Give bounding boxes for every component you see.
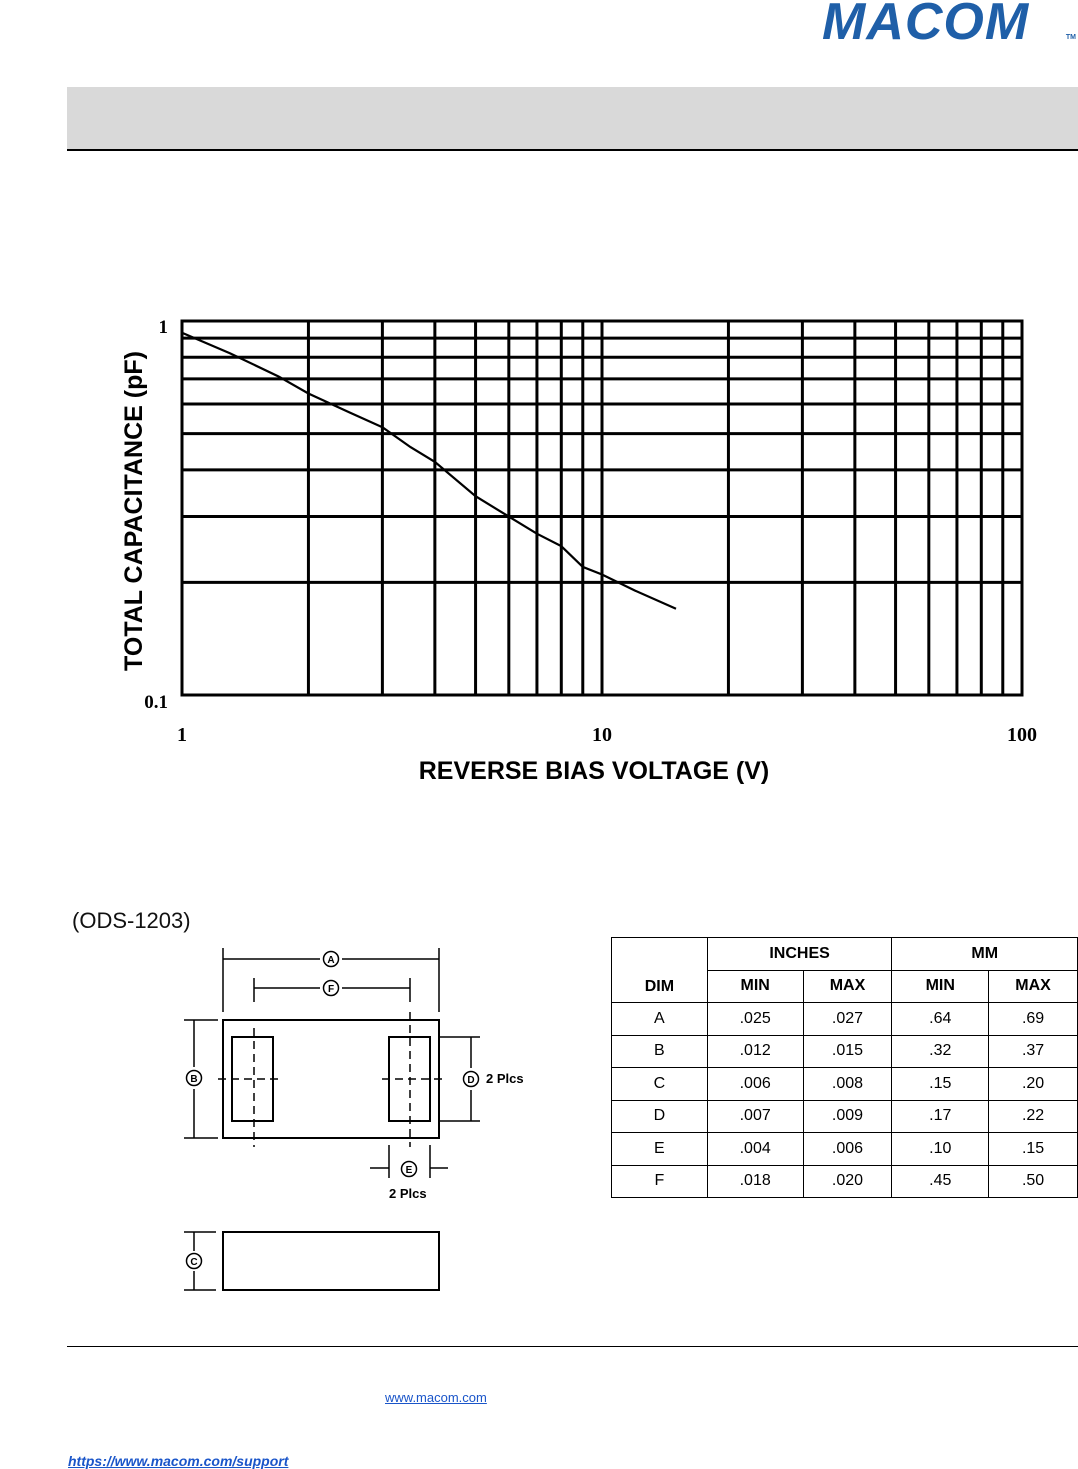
website-link[interactable]: www.macom.com	[385, 1390, 487, 1405]
table-cell-mm-min: .64	[892, 1003, 989, 1036]
table-cell-mm-min: .45	[892, 1165, 989, 1198]
table-row	[612, 1100, 1078, 1133]
dim-label-c: C	[190, 1257, 198, 1268]
table-cell-in-min: .007	[707, 1100, 803, 1133]
dim-label-f: F	[327, 984, 335, 995]
table-cell-mm-max: .20	[989, 1068, 1078, 1101]
table-cell-mm-max: .22	[989, 1100, 1078, 1133]
table-cell-mm-min: .15	[892, 1068, 989, 1101]
table-header-mm-min: MIN	[892, 970, 989, 1003]
table-cell-mm-min: .32	[892, 1035, 989, 1068]
support-link[interactable]: https://www.macom.com/support	[68, 1453, 289, 1469]
table-row	[612, 1068, 1078, 1101]
table-row	[612, 1165, 1078, 1198]
table-header-mm-max: MAX	[989, 970, 1078, 1003]
x-tick-label-100: 100	[1007, 724, 1037, 746]
table-cell-in-max: .015	[803, 1035, 892, 1068]
footer-divider	[67, 1346, 1078, 1347]
table-cell-mm-max: .50	[989, 1165, 1078, 1198]
table-cell-mm-max: .37	[989, 1035, 1078, 1068]
table-cell-dim: C	[612, 1068, 708, 1101]
two-places-note-e: 2 Plcs	[389, 1186, 427, 1201]
table-cell-in-min: .025	[707, 1003, 803, 1036]
table-cell-in-max: .027	[803, 1003, 892, 1036]
table-cell-dim: A	[612, 1003, 708, 1036]
package-outline-drawing	[170, 940, 550, 1300]
dim-label-b: B	[190, 1074, 198, 1085]
table-cell-dim: B	[612, 1035, 708, 1068]
table-cell-in-min: .012	[707, 1035, 803, 1068]
table-cell-dim: D	[612, 1100, 708, 1133]
logo-text: MACOM	[822, 0, 1030, 51]
table-cell-in-max: .009	[803, 1100, 892, 1133]
table-row	[612, 1133, 1078, 1166]
dim-label-e: E	[405, 1165, 413, 1176]
table-cell-mm-min: .17	[892, 1100, 989, 1133]
table-header-inches: INCHES	[707, 938, 892, 971]
y-tick-label-1: 1	[158, 317, 168, 338]
table-cell-dim: F	[612, 1165, 708, 1198]
table-cell-mm-max: .15	[989, 1133, 1078, 1166]
logo-trademark: TM	[1065, 34, 1076, 41]
macom-logo	[822, 0, 1078, 51]
table-header-in-min: MIN	[707, 970, 803, 1003]
x-axis-label: REVERSE BIAS VOLTAGE (V)	[418, 757, 770, 785]
table-cell-mm-max: .69	[989, 1003, 1078, 1036]
table-row	[612, 1003, 1078, 1036]
chart-grid	[182, 321, 1022, 695]
table-cell-mm-min: .10	[892, 1133, 989, 1166]
title-bar	[67, 87, 1078, 151]
capacitance-chart	[100, 300, 1060, 800]
y-axis-label: TOTAL CAPACITANCE (pF)	[120, 351, 148, 671]
table-header-in-max: MAX	[803, 970, 892, 1003]
table-cell-in-max: .008	[803, 1068, 892, 1101]
table-cell-in-min: .018	[707, 1165, 803, 1198]
y-tick-label-0.1: 0.1	[144, 692, 168, 713]
table-cell-dim: E	[612, 1133, 708, 1166]
table-header-dim: DIM	[612, 938, 708, 1003]
table-cell-in-min: .006	[707, 1068, 803, 1101]
table-cell-in-max: .006	[803, 1133, 892, 1166]
dimension-table	[611, 937, 1078, 1198]
table-cell-in-max: .020	[803, 1165, 892, 1198]
dim-label-d: D	[467, 1075, 475, 1086]
two-places-note-d: 2 Plcs	[486, 1071, 524, 1086]
dim-label-a: A	[327, 955, 335, 966]
table-header-mm: MM	[892, 938, 1078, 971]
table-group-header-row	[612, 938, 1078, 971]
x-tick-label-1: 1	[177, 724, 187, 746]
x-tick-label-10: 10	[592, 724, 612, 746]
table-row	[612, 1035, 1078, 1068]
package-outline-title: (ODS-1203)	[72, 908, 191, 933]
table-cell-in-min: .004	[707, 1133, 803, 1166]
